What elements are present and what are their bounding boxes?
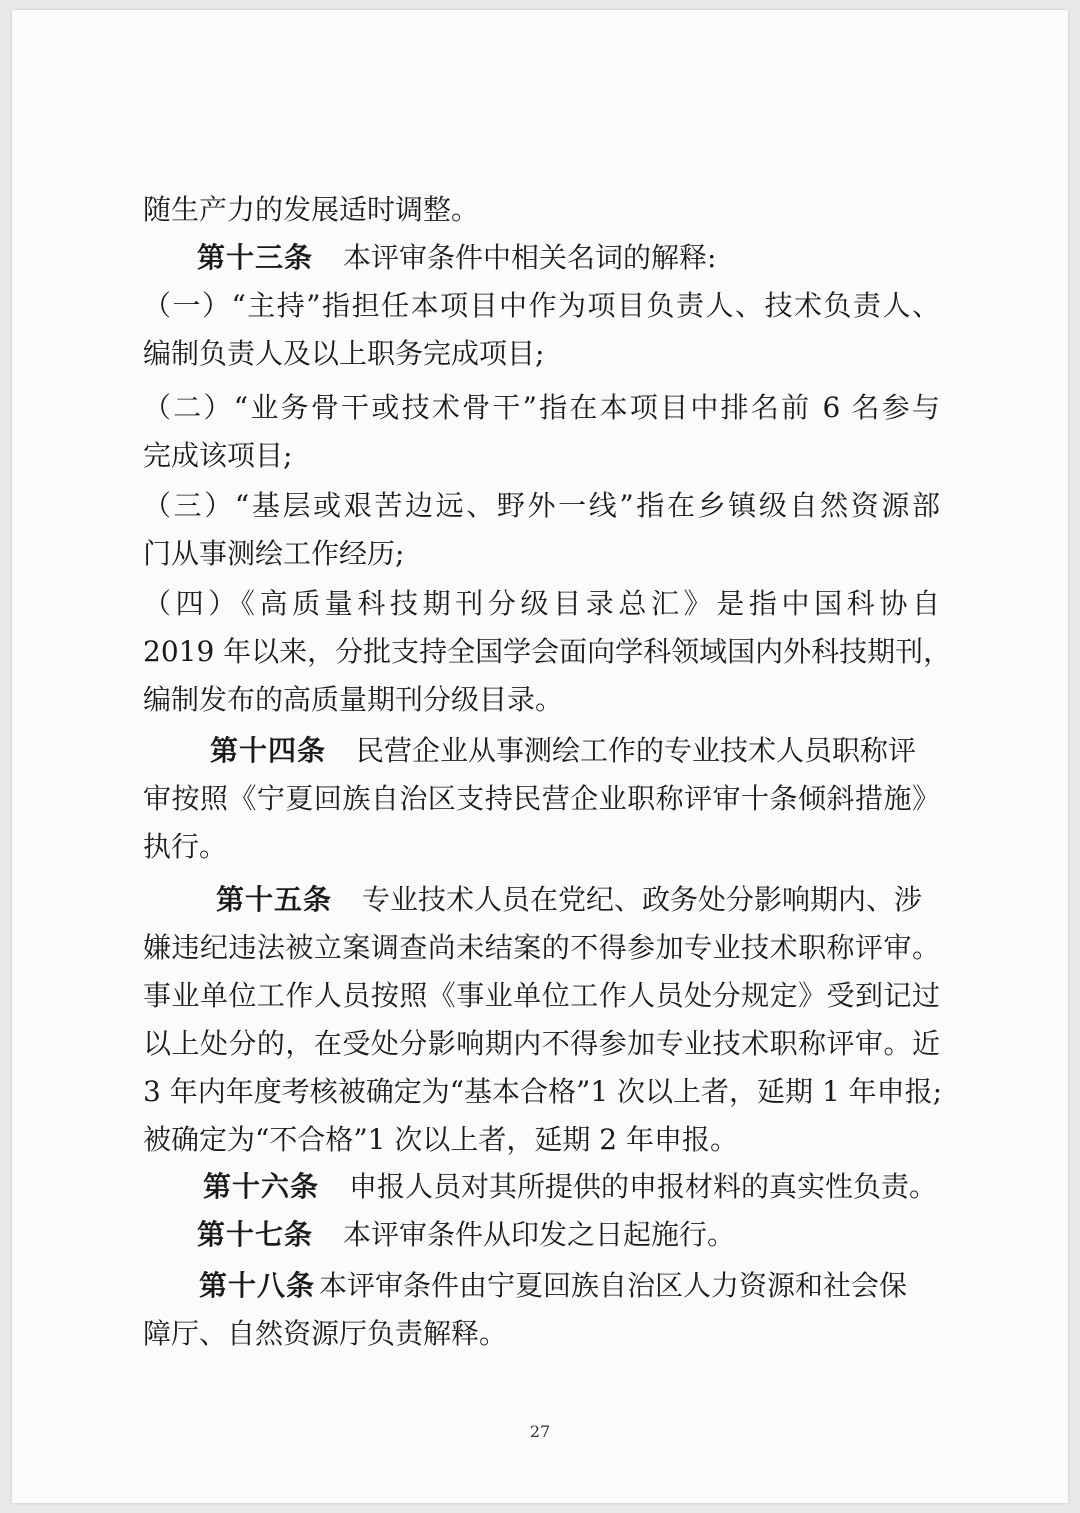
text-line: （三）“基层或艰苦边远、野外一线”指在乡镇级自然资源部	[143, 489, 940, 522]
article-18-heading: 第十八条	[199, 1269, 316, 1302]
article-15-heading: 第十五条	[216, 883, 333, 916]
text-line: 编制发布的高质量期刊分级目录。	[143, 683, 564, 716]
article-17-text: 本评审条件从印发之日起施行。	[343, 1218, 736, 1251]
text-line: 门从事测绘工作经历;	[143, 537, 405, 570]
article-15-text: 专业技术人员在党纪、政务处分影响期内、涉	[362, 883, 923, 916]
article-14-line	[210, 727, 940, 775]
text-line: 完成该项目;	[143, 439, 293, 472]
article-16-heading: 第十六条	[203, 1170, 320, 1203]
article-16-text: 申报人员对其所提供的申报材料的真实性负责。	[349, 1170, 938, 1203]
article-13-line	[197, 234, 716, 282]
page-number: 27	[529, 1422, 551, 1441]
article-18-line	[199, 1262, 940, 1310]
text-line: （一）“主持”指担任本项目中作为项目负责人、技术负责人、	[143, 289, 940, 322]
article-17-heading: 第十七条	[197, 1218, 314, 1251]
article-18-text: 本评审条件由宁夏回族自治区人力资源和社会保	[319, 1269, 908, 1302]
text-line: 嫌违纪违法被立案调查尚未结案的不得参加专业技术职称评审。	[143, 931, 940, 964]
article-13-text: 本评审条件中相关名词的解释:	[343, 241, 717, 274]
text-line: 障厅、自然资源厅负责解释。	[143, 1317, 508, 1350]
article-13-heading: 第十三条	[197, 241, 314, 274]
text-line: 随生产力的发展适时调整。	[143, 193, 480, 226]
article-16-line	[203, 1163, 940, 1211]
text-line: 3 年内年度考核被确定为“基本合格”1 次以上者，延期 1 年申报;	[143, 1075, 943, 1108]
text-line: 事业单位工作人员按照《事业单位工作人员处分规定》受到记过	[143, 979, 940, 1012]
text-line: 2019 年以来，分批支持全国学会面向学科领域国内外科技期刊，	[143, 635, 952, 668]
article-14-text: 民营企业从事测绘工作的专业技术人员职称评	[356, 734, 917, 767]
text-line: 编制负责人及以上职务完成项目;	[143, 337, 545, 370]
article-15-line	[216, 876, 940, 924]
text-line: 以上处分的，在受处分影响期内不得参加专业技术职称评审。近	[143, 1027, 940, 1060]
text-line: 被确定为“不合格”1 次以上者，延期 2 年申报。	[143, 1123, 738, 1156]
text-line: 执行。	[143, 830, 228, 863]
article-14-heading: 第十四条	[210, 734, 327, 767]
article-17-line	[197, 1211, 735, 1259]
text-line: （二）“业务骨干或技术骨干”指在本项目中排名前 6 名参与	[143, 391, 940, 424]
text-line: 审按照《宁夏回族自治区支持民营企业职称评审十条倾斜措施》	[143, 782, 940, 815]
text-line: （四）《高质量科技期刊分级目录总汇》是指中国科协自	[143, 587, 940, 620]
